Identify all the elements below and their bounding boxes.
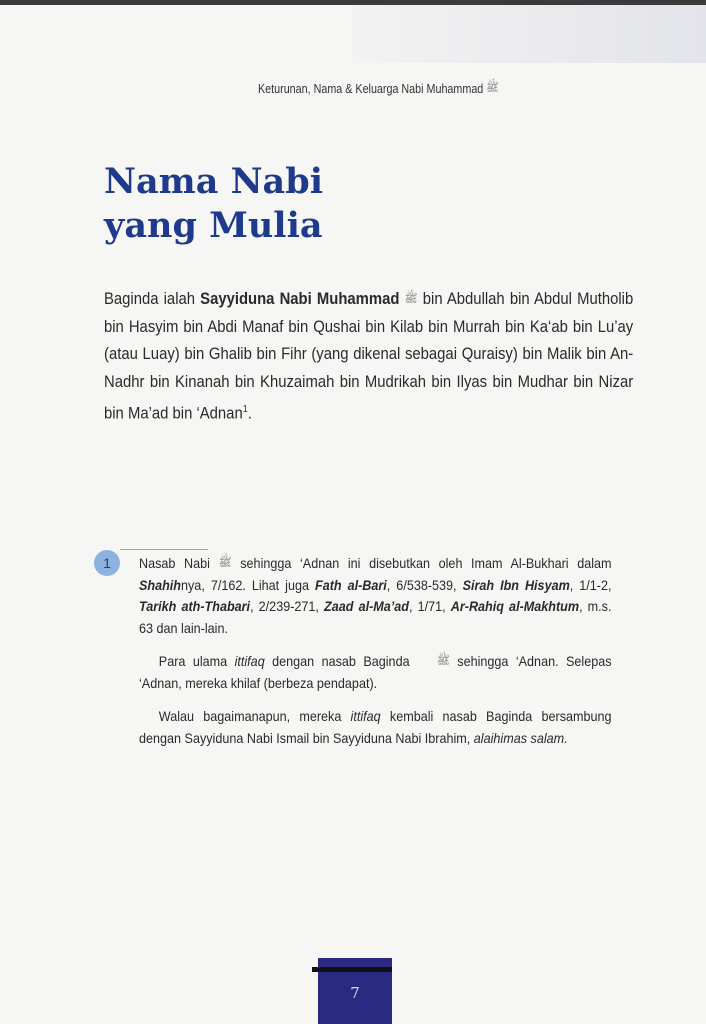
fn-source-zaad: Zaad al-Ma’ad xyxy=(324,598,409,614)
fn-source-fath: Fath al-Bari xyxy=(314,576,387,593)
running-header xyxy=(258,80,499,97)
fn-p1-f: , 2/239-271, xyxy=(250,598,319,614)
saw-glyph-icon: ﷺ xyxy=(486,80,499,94)
body-lineage: bin Abdullah bin Abdul Mutholib bin Hasyim bin Abdi Manaf bin Qushai bin Kilab bin Murrah bin Ka‘ab bin Lu’ay (atau Luay) bin Ghalib bin Fihr (yang dikenal sebagai Quraisy) bin Malik bin An-Nadhr bin Kinanah bin Khuzaimah bin Mudrikah bin Ilyas bin Mudhar bin Nizar bin Ma’ad bin ‘Adnan xyxy=(104,290,634,423)
fn-p1-e: , 1/1-2, xyxy=(569,576,612,593)
page-tab-accent-bar xyxy=(312,967,392,972)
page-title-line1: Nama Nabi xyxy=(104,161,324,202)
fn-p1-d: , 6/538-539, xyxy=(386,576,457,593)
body-end: . xyxy=(247,404,252,423)
fn-source-sirah: Sirah Ibn Hisyam xyxy=(462,576,570,593)
footnote-paragraph-2 xyxy=(139,650,612,694)
bleed-through-tab xyxy=(352,5,706,63)
fn-source-rahiq: Ar-Rahiq al-Makhtum xyxy=(450,598,580,614)
page-title-line2: yang Mulia xyxy=(104,205,323,246)
fn-p3-ittifaq: ittifaq xyxy=(350,708,381,724)
footnote-ref[interactable]: 1 xyxy=(242,404,248,415)
footnote-rule xyxy=(120,549,208,550)
fn-p1-c: nya, 7/162. Lihat juga xyxy=(181,576,309,593)
fn-p2-c: sehingga ‘Adnan. Selepas ‘Adnan, mereka khilaf (berbeza pendapat). xyxy=(139,653,612,691)
fn-p1-a: Nasab Nabi xyxy=(139,555,210,571)
footnote-number-badge: 1 xyxy=(94,550,120,576)
page-title xyxy=(104,160,323,248)
page-number: 7 xyxy=(350,984,360,1002)
fn-p3-salutation: alaihimas salam. xyxy=(473,729,568,746)
fn-p1-b: sehingga ‘Adnan ini disebutkan oleh Imam Al-Bukhari dalam xyxy=(240,555,612,571)
body-name-bold: Sayyiduna Nabi Muhammad xyxy=(200,290,400,308)
fn-source-shahih: Shahih xyxy=(139,576,182,593)
fn-p2-b: dengan nasab Baginda xyxy=(272,653,410,669)
saw-glyph-icon: ﷺ xyxy=(436,653,450,667)
fn-p1-g: , 1/71, xyxy=(408,598,446,614)
footnote-paragraph-1 xyxy=(139,552,612,639)
fn-p2-a: Para ulama xyxy=(158,653,228,669)
fn-p1-h: , m.s. 63 dan lain-lain. xyxy=(139,598,612,636)
running-header-text: Keturunan, Nama & Keluarga Nabi Muhammad xyxy=(258,82,484,96)
fn-p3-a: Walau bagaimanapun, mereka xyxy=(158,708,342,724)
fn-p3-b: kembali nasab Baginda bersambung dengan Sayyiduna Nabi Ismail bin Sayyiduna Nabi Ibrahim, xyxy=(139,708,612,746)
saw-glyph-icon: ﷺ xyxy=(218,555,232,569)
fn-p2-ittifaq: ittifaq xyxy=(234,653,265,669)
fn-source-tarikh: Tarikh ath-Thabari xyxy=(139,598,251,614)
footnote-paragraph-3 xyxy=(139,706,612,749)
saw-glyph-icon: ﷺ xyxy=(404,291,418,305)
body-intro: Baginda ialah xyxy=(104,290,196,308)
body-paragraph xyxy=(104,285,633,428)
